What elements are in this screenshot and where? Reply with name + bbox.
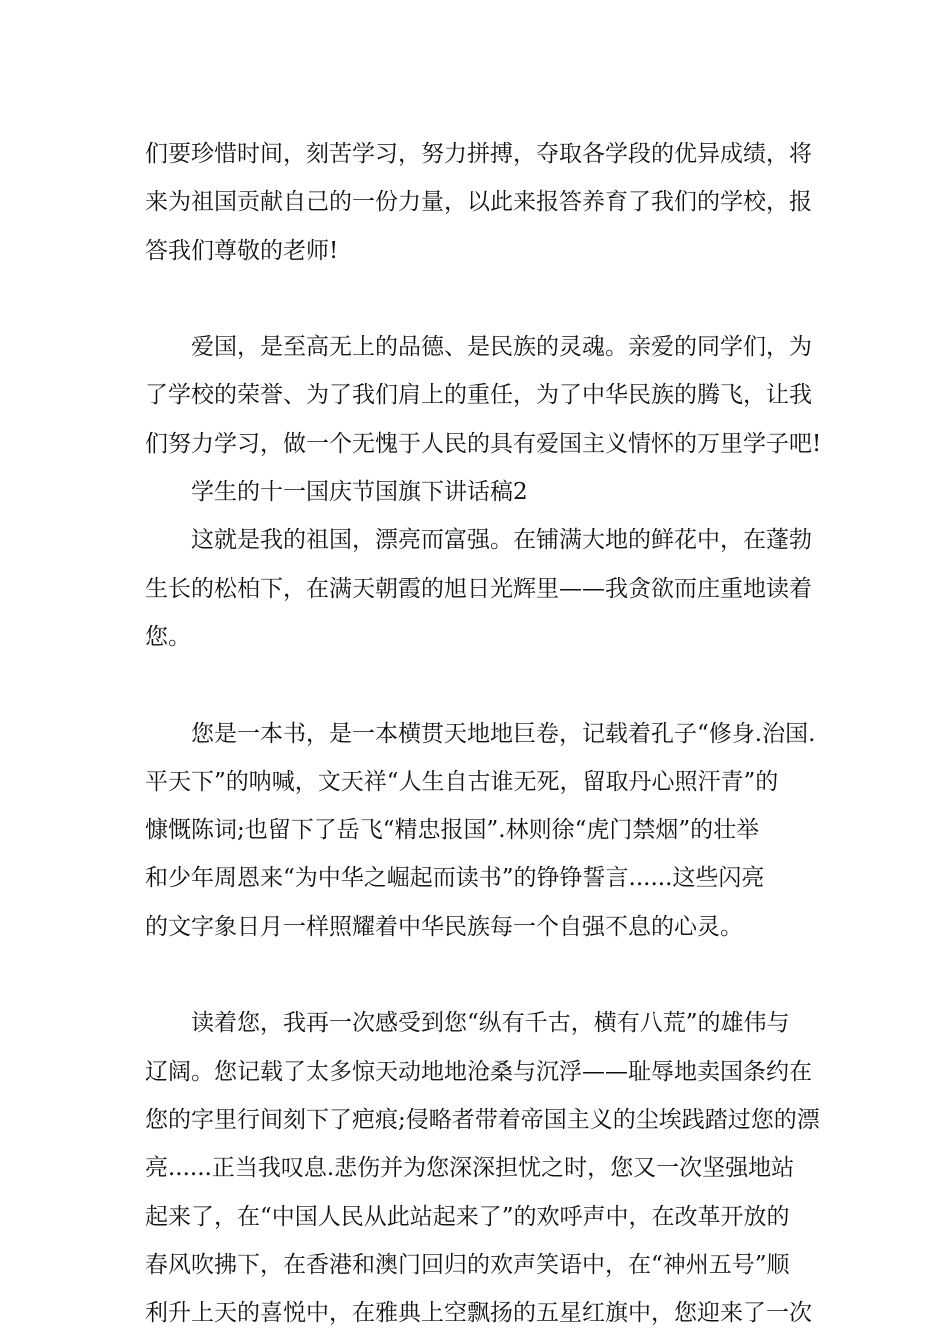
text-line: 您。: [145, 623, 191, 650]
text-line: 答我们尊敬的老师!: [145, 237, 339, 264]
text-line: 起来了，在“中国人民从此站起来了”的欢呼声中，在改革开放的: [145, 1203, 790, 1230]
text-line: 慷慨陈词;也留下了岳飞“精忠报国”.林则徐“虎门禁烟”的壮举: [145, 817, 760, 844]
text-line: 和少年周恩来“为中华之崛起而读书”的铮铮誓言......这些闪亮: [145, 865, 765, 892]
document-body: [145, 130, 822, 1337]
text-line: 平天下”的呐喊，文天祥“人生自古谁无死，留取丹心照汗青”的: [145, 768, 779, 795]
text-line: 们努力学习，做一个无愧于人民的具有爱国主义情怀的万里学子吧!: [145, 430, 822, 457]
text-line: 来为祖国贡献自己的一份力量，以此来报答养育了我们的学校，报: [145, 189, 812, 216]
text-line: 们要珍惜时间，刻苦学习，努力拼搏，夺取各学段的优异成绩，将: [145, 141, 812, 167]
section-heading: 学生的十一国庆节国旗下讲话稿2: [191, 479, 528, 506]
text-line: 您的字里行间刻下了疤痕;侵略者带着帝国主义的尘埃践踏过您的漂: [145, 1106, 820, 1133]
text-line: 读着您，我再一次感受到您“纵有千古，横有八荒”的雄伟与: [191, 1010, 790, 1037]
text-line: 爱国，是至高无上的品德、是民族的灵魂。亲爱的同学们，为: [191, 334, 812, 361]
text-line: 了学校的荣誉、为了我们肩上的重任，为了中华民族的腾飞，让我: [145, 382, 812, 409]
text-line: 春风吹拂下，在香港和澳门回归的欢声笑语中，在“神州五号”顺: [145, 1251, 790, 1278]
text-line: 辽阔。您记载了太多惊天动地地沧桑与沉浮——耻辱地卖国条约在: [145, 1058, 812, 1085]
text-line: 您是一本书，是一本横贯天地地巨卷，记载着孔子“修身.治国.: [191, 720, 816, 747]
text-line: 亮......正当我叹息.悲伤并为您深深担忧之时，您又一次坚强地站: [145, 1155, 795, 1182]
text-line: 的文字象日月一样照耀着中华民族每一个自强不息的心灵。: [145, 913, 743, 940]
text-line: 这就是我的祖国，漂亮而富强。在铺满大地的鲜花中，在蓬勃: [191, 527, 812, 554]
text-line: 利升上天的喜悦中，在雅典上空飘扬的五星红旗中，您迎来了一次: [145, 1300, 812, 1327]
text-line: 生长的松柏下，在满天朝霞的旭日光辉里——我贪欲而庄重地读着: [145, 575, 812, 602]
